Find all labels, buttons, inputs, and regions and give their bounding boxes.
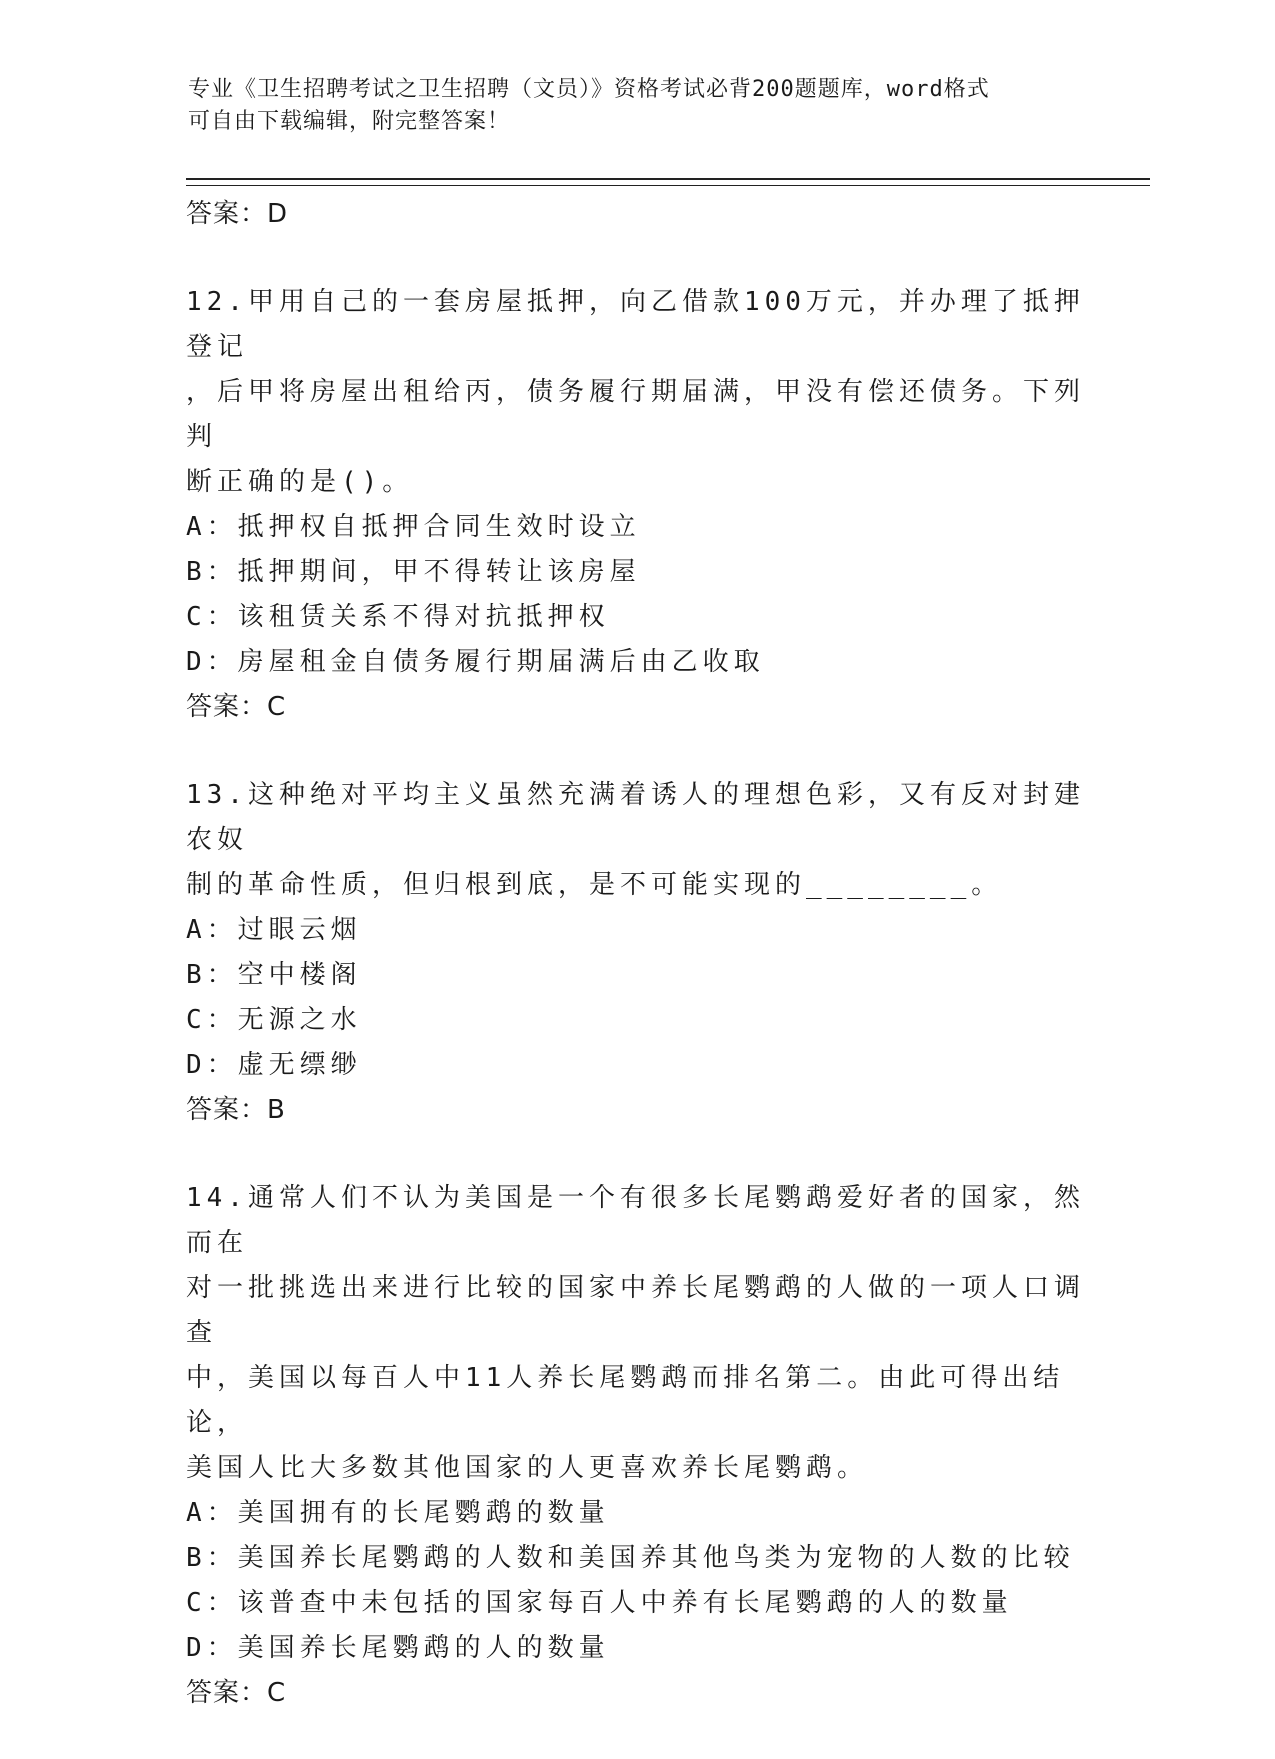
option-c: C：该租赁关系不得对抗抵押权 — [186, 602, 610, 632]
stem-line: 12.甲用自己的一套房屋抵押，向乙借款100万元，并办理了抵押登记 — [186, 287, 1085, 362]
stem-line: 美国人比大多数其他国家的人更喜欢养长尾鹦鹉。 — [186, 1453, 869, 1483]
document-body — [186, 192, 1086, 1759]
answer-label: 答案：C — [186, 692, 287, 722]
stem-line: ，后甲将房屋出租给丙，债务履行期届满，甲没有偿还债务。下列判 — [186, 377, 1086, 452]
question-14 — [186, 1176, 1086, 1715]
header-line-2: 可自由下载编辑，附完整答案！ — [188, 109, 511, 134]
stem-line: 14.通常人们不认为美国是一个有很多长尾鹦鹉爱好者的国家，然而在 — [186, 1183, 1085, 1258]
answer-label: 答案：D — [186, 199, 289, 229]
option-d: D：房屋租金自债务履行期届满后由乙收取 — [186, 647, 765, 677]
question-12 — [186, 280, 1086, 729]
option-b: B：美国养长尾鹦鹉的人数和美国养其他鸟类为宠物的人数的比较 — [186, 1543, 1075, 1573]
option-b: B：空中楼阁 — [186, 960, 362, 990]
question-stem — [186, 280, 1086, 505]
option-c: C：该普查中未包括的国家每百人中养有长尾鹦鹉的人的数量 — [186, 1588, 1013, 1618]
answer-label: 答案：B — [186, 1095, 286, 1125]
stem-line: 13.这种绝对平均主义虽然充满着诱人的理想色彩，又有反对封建农奴 — [186, 780, 1085, 855]
option-a: A：抵押权自抵押合同生效时设立 — [186, 512, 641, 542]
stem-line: 中，美国以每百人中11人养长尾鹦鹉而排名第二。由此可得出结论， — [186, 1363, 1065, 1438]
header-divider — [186, 178, 1150, 186]
stem-line: 制的革命性质，但归根到底，是不可能实现的________。 — [186, 870, 1003, 900]
option-d: D：虚无缥缈 — [186, 1050, 362, 1080]
page-header — [188, 74, 1088, 138]
stem-line: 断正确的是()。 — [186, 467, 414, 497]
option-a: A：美国拥有的长尾鹦鹉的数量 — [186, 1498, 610, 1528]
question-13 — [186, 773, 1086, 1132]
question-stem — [186, 773, 1086, 908]
option-b: B：抵押期间，甲不得转让该房屋 — [186, 557, 641, 587]
option-d: D：美国养长尾鹦鹉的人的数量 — [186, 1633, 610, 1663]
answer-label: 答案：C — [186, 1678, 287, 1708]
stem-line: 对一批挑选出来进行比较的国家中养长尾鹦鹉的人做的一项人口调查 — [186, 1273, 1086, 1348]
option-c: C：无源之水 — [186, 1005, 362, 1035]
question-stem — [186, 1176, 1086, 1491]
option-a: A：过眼云烟 — [186, 915, 362, 945]
header-line-1: 专业《卫生招聘考试之卫生招聘（文员）》资格考试必背200题题库，word格式 — [188, 77, 990, 102]
